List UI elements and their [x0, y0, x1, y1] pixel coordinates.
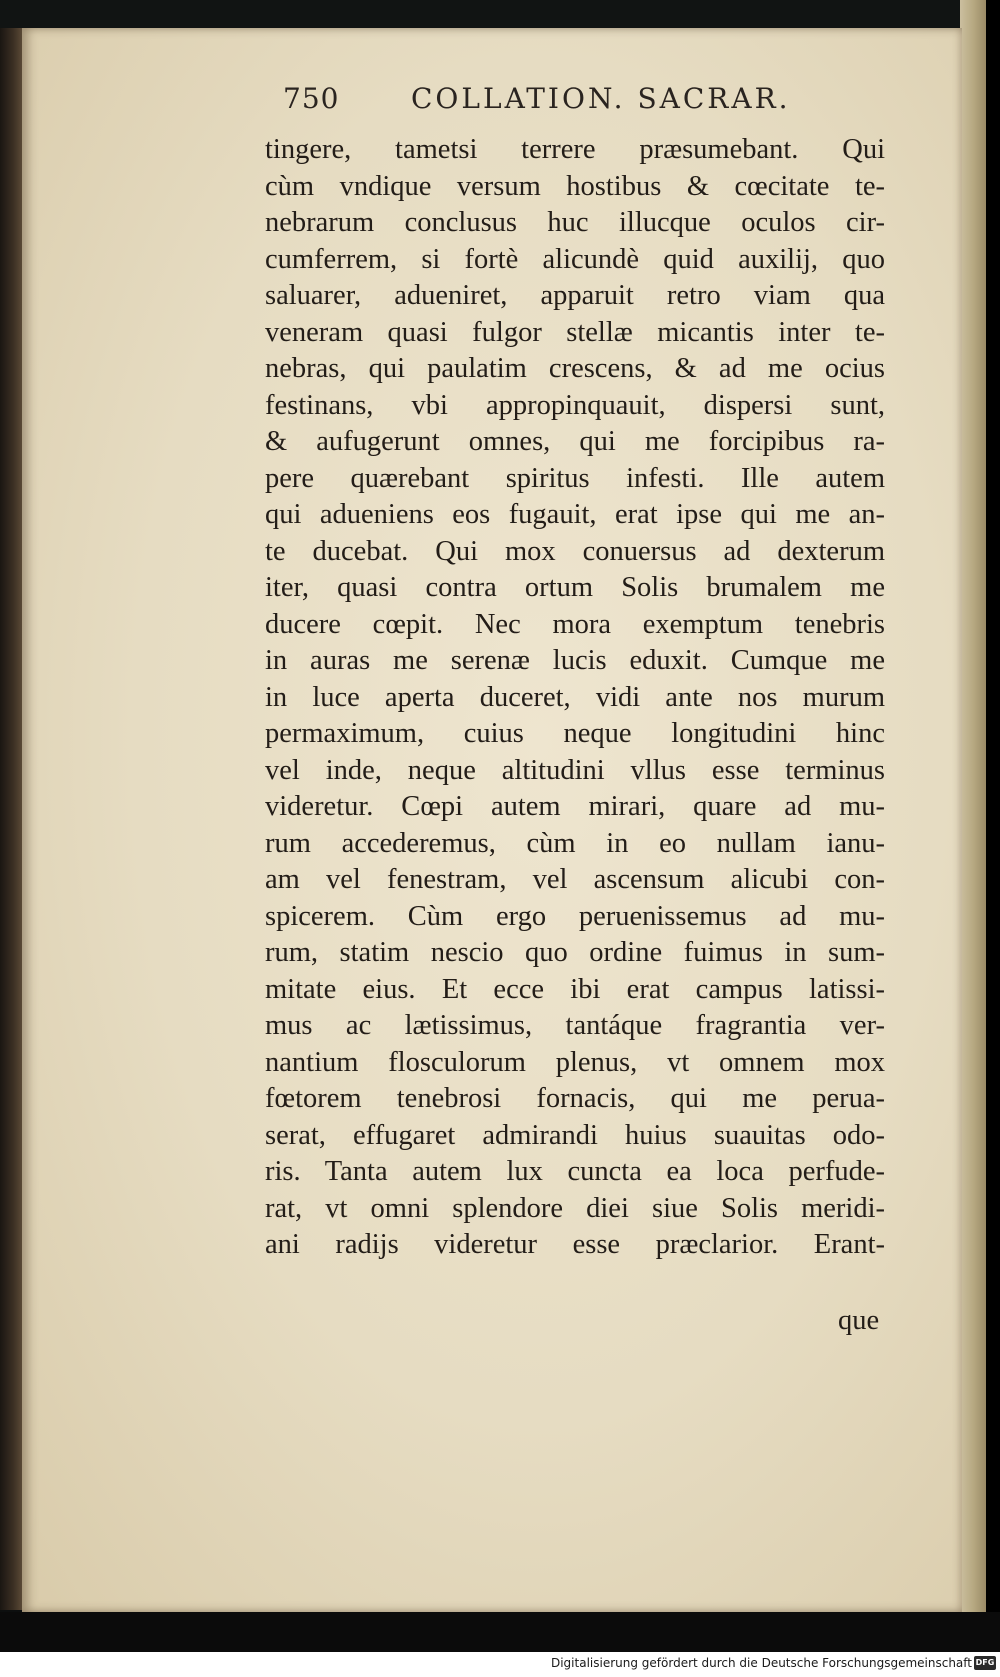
scan-top-band	[0, 0, 1000, 30]
scan-bottom-band	[0, 1612, 1000, 1652]
footer-credit: Digitalisierung gefördert durch die Deutsche Forschungsgemeinschaft	[550, 1656, 972, 1670]
text-line: nantium flosculorum plenus, vt omnem mox	[265, 1046, 885, 1078]
text-line: pere quærebant spiritus infesti. Ille autem	[265, 462, 885, 494]
scan-right-band	[986, 0, 1000, 1652]
text-line: mus ac lætissimus, tantáque fragrantia ver-	[265, 1010, 885, 1041]
text-line: saluarer, adueniret, apparuit retro viam qua	[265, 280, 885, 311]
text-line: rum accederemus, cùm in eo nullam ianu-	[265, 827, 885, 859]
text-line: mitate eius. Et ecce ibi erat campus latissi-	[265, 973, 885, 1005]
text-line: rum, statim nescio quo ordine fuimus in sum-	[265, 937, 885, 968]
text-line: ducere cœpit. Nec mora exemptum tenebris	[265, 608, 885, 640]
text-line: tingere, tametsi terrere præsumebant. Qui	[265, 134, 885, 165]
text-line: am vel fenestram, vel ascensum alicubi con-	[265, 864, 885, 895]
page-number: 750	[283, 82, 340, 115]
text-line: serat, effugaret admirandi huius suauitas odo-	[265, 1119, 885, 1151]
text-line: nebras, qui paulatim crescens, & ad me ocius	[265, 353, 885, 384]
text-line: qui adueniens eos fugauit, erat ipse qui me an-	[265, 499, 885, 530]
text-line: iter, quasi contra ortum Solis brumalem me	[265, 572, 885, 603]
text-line: fœtorem tenebrosi fornacis, qui me perua-	[265, 1083, 885, 1114]
text-line: rat, vt omni splendore diei siue Solis meridi-	[265, 1192, 885, 1224]
text-line: vel inde, neque altitudini vllus esse terminus	[265, 754, 885, 786]
body-text	[265, 132, 945, 1264]
text-line: ris. Tanta autem lux cuncta ea loca perfude-	[265, 1156, 885, 1187]
catchword: que	[838, 1305, 880, 1336]
footer	[0, 1652, 1000, 1677]
text-line: videretur. Cœpi autem mirari, quare ad mu-	[265, 791, 885, 822]
page-left-edge	[0, 28, 22, 1610]
text-line: permaximum, cuius neque longitudini hinc	[265, 718, 885, 749]
text-line: festinans, vbi appropinquauit, dispersi sunt,	[265, 389, 885, 421]
text-line: nebrarum conclusus huc illucque oculos cir-	[265, 207, 885, 238]
text-line: ani radijs videretur esse præclarior. Erant-	[265, 1229, 885, 1260]
text-line: cùm vndique versum hostibus & cœcitate te-	[265, 170, 885, 202]
text-line: & aufugerunt omnes, qui me forcipibus ra-	[265, 426, 885, 457]
running-head	[283, 82, 903, 122]
text-line: veneram quasi fulgor stellæ micantis inter te-	[265, 316, 885, 348]
running-title: COLLATION. SACRAR.	[411, 82, 791, 115]
dfg-logo-icon: DFG	[974, 1656, 996, 1670]
text-line: cumferrem, si fortè alicundè quid auxilij, quo	[265, 243, 885, 275]
page-right-edge	[960, 0, 986, 1652]
text-line: in luce aperta duceret, vidi ante nos murum	[265, 681, 885, 713]
text-line: in auras me serenæ lucis eduxit. Cumque me	[265, 645, 885, 676]
text-line: spicerem. Cùm ergo peruenissemus ad mu-	[265, 900, 885, 932]
text-line: te ducebat. Qui mox conuersus ad dexterum	[265, 535, 885, 567]
